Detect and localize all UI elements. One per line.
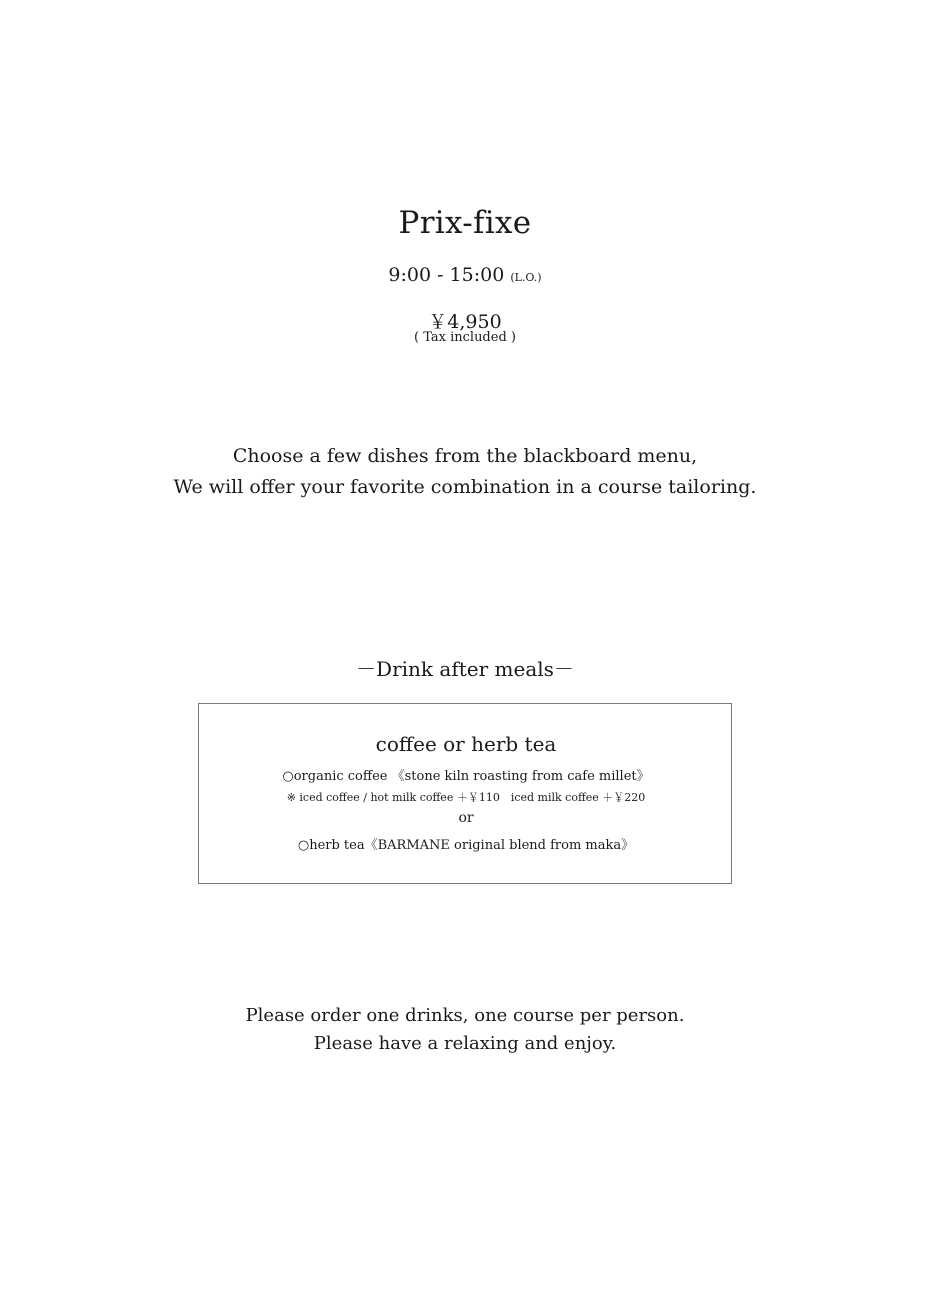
herb-tea-item: ○herb tea《BARMANE original blend from maka》 <box>297 838 635 853</box>
hours-text: 9:00 - 15:00 <box>388 264 505 286</box>
or-separator: or <box>458 810 474 826</box>
intro-line-2: We will offer your favorite combination in a course tailoring. <box>173 476 757 498</box>
last-order-note: (L.O.) <box>510 271 542 284</box>
drink-options-box <box>198 703 732 884</box>
coffee-options-note: ※ iced coffee / hot milk coffee ＋￥110 iced milk coffee ＋￥220 <box>286 791 646 804</box>
page-title: Prix-fixe <box>398 205 532 241</box>
intro-text <box>0 441 930 503</box>
closing-note <box>0 1002 930 1058</box>
drink-box-title: coffee or herb tea <box>375 732 557 756</box>
closing-line-1: Please order one drinks, one course per person. <box>245 1005 685 1026</box>
drink-section-heading: －Drink after meals－ <box>356 657 574 681</box>
opening-hours <box>0 264 930 286</box>
organic-coffee-item: ○organic coffee 《stone kiln roasting from cafe millet》 <box>282 769 650 784</box>
tax-note: ( Tax included ) <box>414 330 516 345</box>
intro-line-1: Choose a few dishes from the blackboard menu, <box>232 445 698 467</box>
course-price: ￥4,950 <box>428 311 502 333</box>
closing-line-2: Please have a relaxing and enjoy. <box>313 1033 617 1054</box>
